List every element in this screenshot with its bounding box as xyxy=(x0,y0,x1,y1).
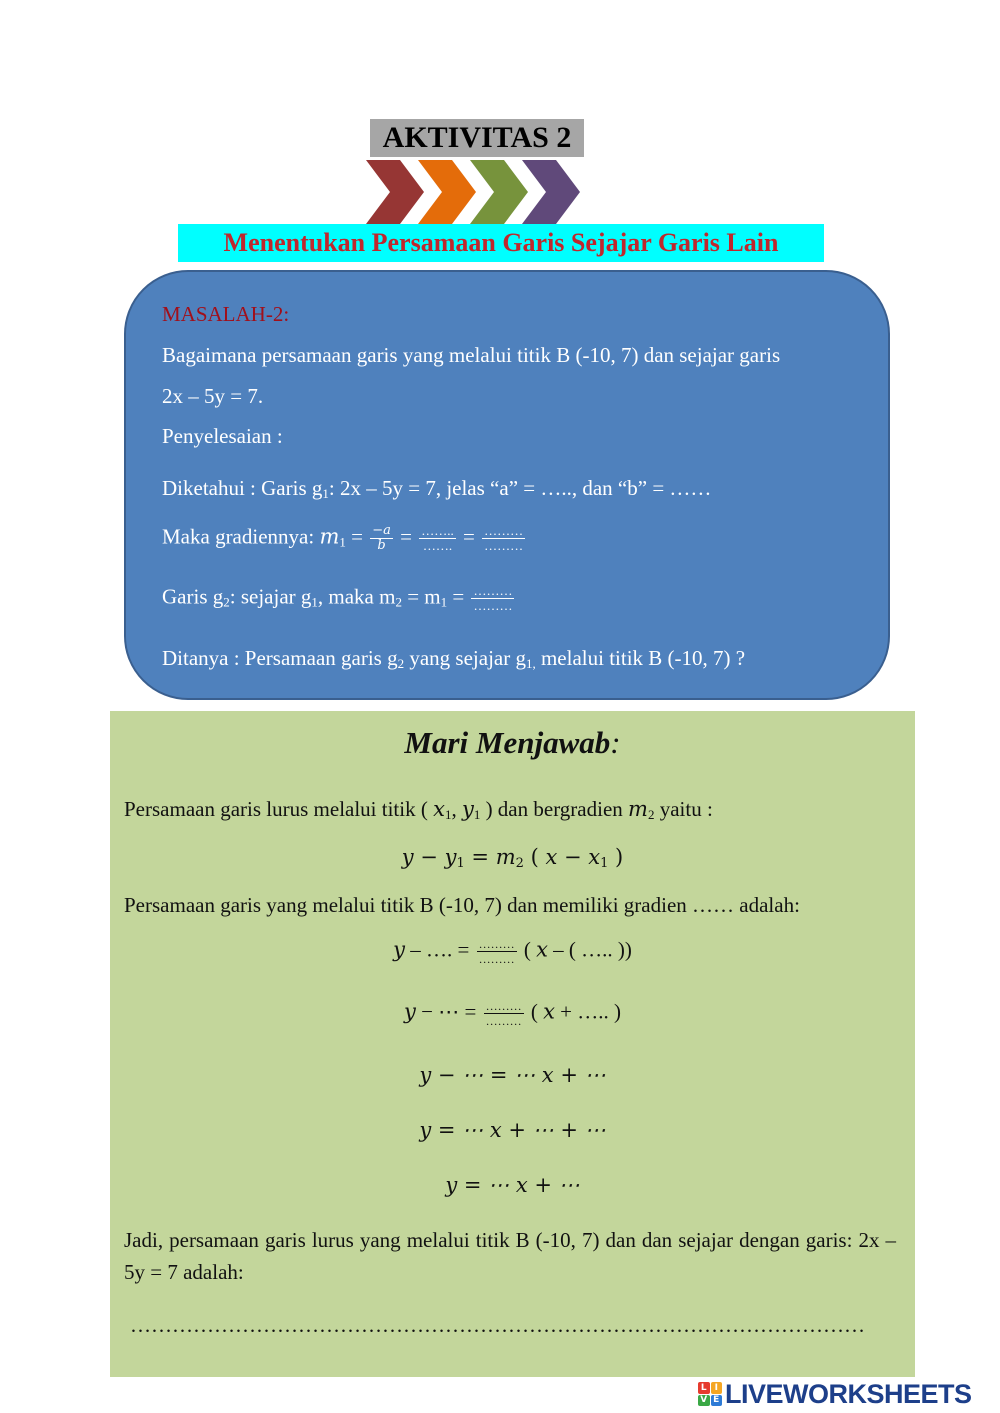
problem-label: MASALAH-2: xyxy=(162,302,290,326)
chevron-1 xyxy=(366,160,424,224)
liveworksheets-logo-icon: L I V E xyxy=(698,1382,722,1406)
gradient-line: Maka gradiennya: $m_1$ = $\frac{-a}{b}$ = $\frac{\dots\dots..}{\dots\dots.}$ = $\frac{\dots\dots\dots}{\dots\dots\dots}$ xyxy=(162,523,524,553)
chevron-3 xyxy=(470,160,528,224)
answer-box xyxy=(110,711,915,1377)
step-1-fraction-blank[interactable]: $\frac{\dots\dots\dots}{\dots\dots\dots}$ xyxy=(478,937,515,966)
step-1: y – …. = $\frac{\dots\dots\dots}{\dots\dots\dots}$ ( x – ( ….. )) xyxy=(393,937,632,966)
chevron-arrows xyxy=(366,160,582,224)
fraction-blank-m2[interactable]: $\frac{\dots\dots\dots}{\dots\dots\dots}$ xyxy=(473,583,513,613)
answer-blank-line[interactable]: …………………………………………………………………………………………… xyxy=(130,1313,865,1337)
problem-question-line1: Bagaimana persamaan garis yang melalui titik B (-10, 7) dan sejajar garis xyxy=(162,343,781,367)
step-intro-line: Persamaan garis yang melalui titik B (-10, 7) dan memiliki gradien …… adalah: xyxy=(124,893,800,917)
chevron-2 xyxy=(418,160,476,224)
conclusion-text: Jadi, persamaan garis lurus yang melalui titik B (-10, 7) dan dan sejajar dengan garis: 2x – 5y = 7 adalah: xyxy=(124,1228,896,1284)
liveworksheets-logo xyxy=(698,1379,972,1409)
step-3: y − ⋯ = ⋯ x + ⋯ xyxy=(419,1063,606,1087)
activity-subtitle: Menentukan Persamaan Garis Sejajar Garis Lain xyxy=(178,224,824,262)
intro-line: Persamaan garis lurus melalui titik ( $x_1$, $y_1$ ) dan bergradien $m_2$ yaitu : xyxy=(124,797,713,822)
step-5: y = ⋯ x + ⋯ xyxy=(445,1173,580,1197)
point-slope-formula: $y - y_1 = m_2$ ( $x - x_1$ ) xyxy=(401,845,624,871)
asked-line: Ditanya : Persamaan garis $g_2$ yang sejajar $g_{1,}$ melalui titik B (-10, 7) ? xyxy=(162,646,746,671)
fraction-blank-1[interactable]: $\frac{\dots\dots..}{\dots\dots.}$ xyxy=(421,523,454,553)
activity-title: AKTIVITAS 2 xyxy=(370,119,584,157)
fraction-blank-2[interactable]: $\frac{\dots\dots\dots}{\dots\dots\dots}$ xyxy=(484,523,524,553)
problem-box xyxy=(124,270,890,700)
step-2-fraction-blank[interactable]: $\frac{\dots\dots\dots}{\dots\dots\dots}$ xyxy=(485,999,522,1028)
problem-question-line2: 2x – 5y = 7. xyxy=(162,384,264,408)
known-line: Diketahui : Garis $g_1$: 2x – 5y = 7, jelas “a” = ….., dan “b” = …… xyxy=(162,476,712,501)
liveworksheets-logo-text: LIVEWORKSHEETS xyxy=(725,1378,972,1409)
parallel-line: Garis $g_2$: sejajar $g_1$, maka $m_2 = m_1$ = $\frac{\dots\dots\dots}{\dots\dots\dots}$ xyxy=(162,583,513,613)
step-2: y − ⋯ = $\frac{\dots\dots\dots}{\dots\dots\dots}$ ( x + ….. ) xyxy=(404,999,621,1028)
answer-heading: Mari Menjawab: xyxy=(404,725,621,760)
chevron-4 xyxy=(522,160,580,224)
fraction-a-over-b: $\frac{-a}{b}$ xyxy=(372,523,391,553)
solution-label: Penyelesaian : xyxy=(162,424,283,448)
step-4: y = ⋯ x + ⋯ + ⋯ xyxy=(419,1118,606,1142)
